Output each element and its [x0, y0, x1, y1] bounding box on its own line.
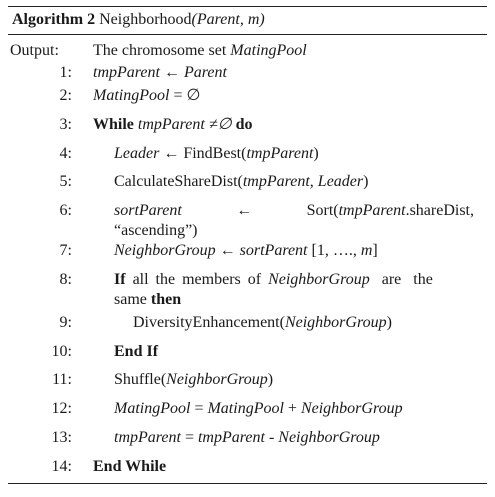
line-number: 3:	[59, 116, 72, 133]
algo-line-9-body	[133, 313, 392, 333]
line-number: 14:	[51, 458, 72, 475]
op: ←	[159, 64, 184, 81]
line-number: 7:	[59, 242, 72, 259]
algo-line-6-body	[114, 201, 474, 221]
text: Sort(	[306, 202, 339, 219]
keyword: End If	[114, 343, 159, 360]
algo-line-12-body	[114, 399, 403, 419]
algo-line-13-body	[114, 428, 380, 448]
var: NeighborGroup	[300, 400, 403, 417]
algo-line-2-body	[93, 86, 200, 106]
algo-line-14-body	[93, 457, 166, 477]
algorithm-name: Neighborhood	[99, 11, 192, 28]
line-number: 5:	[59, 173, 72, 190]
keyword: While	[93, 116, 134, 133]
text: )	[386, 314, 392, 331]
title-rule	[8, 34, 487, 35]
algorithm-params: (Parent, m)	[191, 11, 265, 28]
var: NeighborGroup	[114, 242, 216, 259]
algorithm-title	[8, 7, 487, 34]
text: “ascending”)	[114, 222, 198, 239]
var: tmpParent	[338, 202, 406, 219]
var: Leader	[114, 145, 160, 162]
line-number: 4:	[59, 145, 72, 162]
keyword: then	[150, 291, 182, 308]
algo-line-8-cont	[114, 290, 181, 310]
keyword: End While	[93, 458, 167, 475]
op: +	[283, 400, 301, 417]
line-number: 2:	[59, 87, 72, 104]
keyword: do	[235, 116, 253, 133]
output-text	[93, 41, 307, 61]
justified-line	[114, 201, 474, 221]
text: ]	[372, 242, 378, 259]
text: DiversityEnhancement(	[133, 314, 285, 331]
bottom-rule	[8, 483, 487, 484]
algo-line-8-body	[114, 270, 476, 290]
line-number: 9:	[59, 314, 72, 331]
var: tmpParent	[133, 116, 205, 133]
op: -	[264, 429, 279, 446]
op: ← FindBest(	[159, 145, 247, 162]
sort-call	[307, 201, 474, 221]
text: )	[267, 371, 274, 388]
text: .shareDist,	[405, 202, 474, 219]
text: all the members of	[125, 271, 269, 288]
var: Parent	[183, 64, 227, 81]
algo-line-7-body	[114, 241, 378, 261]
var: m	[360, 242, 373, 259]
line-number: 13:	[51, 429, 72, 446]
var: MatingPool	[207, 400, 284, 417]
var: NeighborGroup	[284, 314, 387, 331]
op: ←	[215, 242, 240, 259]
text: )	[363, 173, 369, 190]
var: tmpParent	[246, 145, 314, 162]
var: tmpParent	[197, 429, 265, 446]
output-prefix: The chromosome set	[93, 42, 231, 59]
var: tmpParent	[93, 64, 160, 81]
algo-line-1-body	[93, 63, 227, 83]
text: same	[114, 291, 151, 308]
line-number: 6:	[59, 202, 72, 219]
text: CalculateShareDist(	[114, 173, 243, 190]
output-label: Output:	[10, 42, 59, 59]
op: =	[190, 400, 208, 417]
algo-line-11-body	[114, 370, 273, 390]
algo-line-6-cont	[114, 221, 198, 241]
op: = ∅	[169, 87, 201, 104]
algorithm-label: Algorithm 2	[12, 11, 96, 28]
var: MatingPool	[93, 87, 170, 104]
var: NeighborGroup	[278, 429, 380, 446]
output-line	[10, 41, 59, 61]
line-number: 8:	[59, 271, 72, 288]
line-number: 12:	[51, 400, 72, 417]
op: ≠∅	[204, 116, 236, 133]
text: are the	[369, 271, 433, 288]
text: )	[313, 145, 319, 162]
output-var: MatingPool	[230, 42, 307, 59]
algo-line-10-body	[114, 342, 158, 362]
keyword: If	[114, 271, 126, 288]
var: MatingPool	[114, 400, 191, 417]
line-number: 11:	[52, 371, 72, 388]
var: NeighborGroup	[268, 271, 370, 288]
op: =	[180, 429, 198, 446]
var: sortParent	[114, 202, 182, 219]
line-number: 10:	[51, 343, 72, 360]
line-number: 1:	[59, 64, 72, 81]
op: ←	[236, 202, 253, 219]
var: tmpParent, Leader	[242, 173, 364, 190]
algorithm-block	[8, 6, 487, 35]
var: tmpParent	[114, 429, 181, 446]
algo-line-5-body	[114, 172, 368, 192]
var: sortParent	[239, 242, 308, 259]
text: [1, ….,	[307, 242, 361, 259]
var: NeighborGroup	[166, 371, 268, 388]
text: Shuffle(	[114, 371, 167, 388]
algo-line-3-body	[93, 115, 252, 135]
algo-line-4-body	[114, 144, 319, 164]
